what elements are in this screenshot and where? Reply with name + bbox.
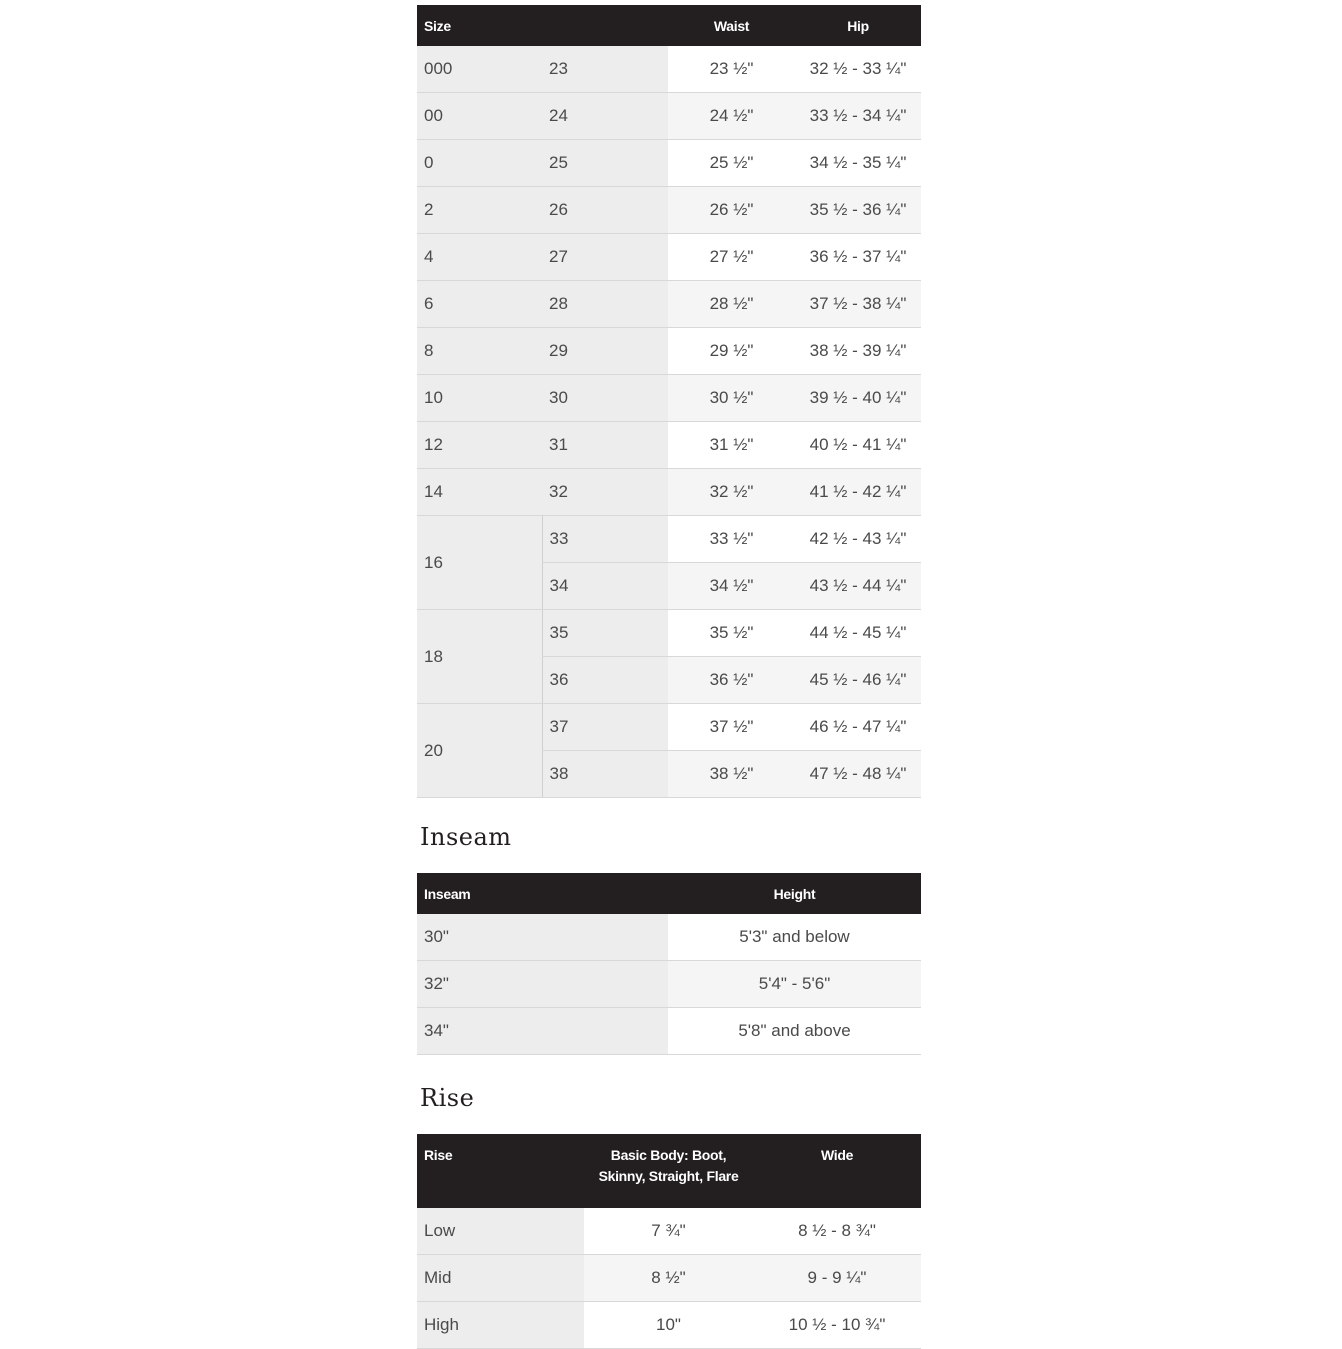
- rise-table-header: [417, 1134, 921, 1208]
- size-number-cell: 28: [542, 281, 668, 328]
- size-cell: 18: [417, 610, 542, 704]
- hip-cell: 41 ½ - 42 ¼": [795, 469, 921, 516]
- rise-cell: Mid: [417, 1255, 584, 1302]
- wide-header: Wide: [753, 1134, 921, 1208]
- hip-cell: 44 ½ - 45 ¼": [795, 610, 921, 657]
- basic-body-header: [584, 1134, 753, 1208]
- size-number-cell: 31: [542, 422, 668, 469]
- rise-header: Rise: [417, 1134, 584, 1208]
- hip-cell: 42 ½ - 43 ¼": [795, 516, 921, 563]
- waist-cell: 33 ½": [668, 516, 795, 563]
- size-number-cell: 27: [542, 234, 668, 281]
- basic-body-cell: 8 ½": [584, 1255, 753, 1302]
- size-number-cell: 23: [542, 46, 668, 93]
- table-row: [417, 1302, 921, 1349]
- size-table-header: [417, 5, 921, 46]
- table-row: [417, 914, 921, 961]
- size-number-cell: 26: [542, 187, 668, 234]
- inseam-header: Inseam: [417, 873, 668, 914]
- hip-cell: 40 ½ - 41 ¼": [795, 422, 921, 469]
- basic-body-cell: 10": [584, 1302, 753, 1349]
- hip-cell: 39 ½ - 40 ¼": [795, 375, 921, 422]
- waist-cell: 29 ½": [668, 328, 795, 375]
- size-header: Size: [417, 5, 668, 46]
- table-row: [417, 140, 921, 187]
- size-number-cell: 32: [542, 469, 668, 516]
- waist-cell: 32 ½": [668, 469, 795, 516]
- size-number-cell: 29: [542, 328, 668, 375]
- hip-cell: 32 ½ - 33 ¼": [795, 46, 921, 93]
- basic-body-cell: 7 ¾": [584, 1208, 753, 1255]
- size-number-cell: 25: [542, 140, 668, 187]
- waist-cell: 28 ½": [668, 281, 795, 328]
- basic-body-header-line1: Basic Body: Boot,: [610, 1147, 727, 1163]
- hip-cell: 47 ½ - 48 ¼": [795, 751, 921, 798]
- inseam-cell: 34": [417, 1008, 668, 1055]
- size-cell: 00: [417, 93, 542, 140]
- table-row: [417, 375, 921, 422]
- waist-cell: 25 ½": [668, 140, 795, 187]
- wide-cell: 8 ½ - 8 ¾": [753, 1208, 921, 1255]
- table-row: [417, 234, 921, 281]
- height-cell: 5'4" - 5'6": [668, 961, 921, 1008]
- waist-cell: 35 ½": [668, 610, 795, 657]
- basic-body-header-line2: Skinny, Straight, Flare: [598, 1168, 739, 1184]
- size-number-cell: 37: [542, 704, 668, 751]
- rise-table: [417, 1134, 921, 1349]
- size-number-cell: 38: [542, 751, 668, 798]
- size-table: [417, 5, 921, 798]
- inseam-title: Inseam: [420, 823, 512, 851]
- hip-cell: 36 ½ - 37 ¼": [795, 234, 921, 281]
- waist-cell: 31 ½": [668, 422, 795, 469]
- size-cell: 6: [417, 281, 542, 328]
- hip-cell: 38 ½ - 39 ¼": [795, 328, 921, 375]
- rise-cell: High: [417, 1302, 584, 1349]
- size-cell: 8: [417, 328, 542, 375]
- waist-cell: 27 ½": [668, 234, 795, 281]
- size-number-cell: 35: [542, 610, 668, 657]
- size-cell: 16: [417, 516, 542, 610]
- inseam-table: [417, 873, 921, 1055]
- table-row: [417, 281, 921, 328]
- size-cell: 0: [417, 140, 542, 187]
- size-cell: 12: [417, 422, 542, 469]
- waist-cell: 26 ½": [668, 187, 795, 234]
- hip-header: Hip: [795, 5, 921, 46]
- size-cell: 4: [417, 234, 542, 281]
- hip-cell: 45 ½ - 46 ¼": [795, 657, 921, 704]
- size-number-cell: 24: [542, 93, 668, 140]
- table-row: [417, 187, 921, 234]
- size-cell: 14: [417, 469, 542, 516]
- hip-cell: 46 ½ - 47 ¼": [795, 704, 921, 751]
- size-cell: 20: [417, 704, 542, 798]
- size-number-cell: 34: [542, 563, 668, 610]
- size-cell: 000: [417, 46, 542, 93]
- inseam-table-header: [417, 873, 921, 914]
- hip-cell: 35 ½ - 36 ¼": [795, 187, 921, 234]
- table-row: [417, 961, 921, 1008]
- size-cell: 2: [417, 187, 542, 234]
- rise-title: Rise: [420, 1084, 475, 1112]
- waist-cell: 36 ½": [668, 657, 795, 704]
- height-cell: 5'8" and above: [668, 1008, 921, 1055]
- table-row: [417, 328, 921, 375]
- waist-cell: 38 ½": [668, 751, 795, 798]
- rise-cell: Low: [417, 1208, 584, 1255]
- waist-cell: 24 ½": [668, 93, 795, 140]
- hip-cell: 34 ½ - 35 ¼": [795, 140, 921, 187]
- table-row: [417, 46, 921, 93]
- table-row: [417, 516, 921, 563]
- table-row: [417, 610, 921, 657]
- table-row: [417, 704, 921, 751]
- table-row: [417, 1008, 921, 1055]
- hip-cell: 37 ½ - 38 ¼": [795, 281, 921, 328]
- table-row: [417, 1255, 921, 1302]
- inseam-cell: 30": [417, 914, 668, 961]
- size-number-cell: 30: [542, 375, 668, 422]
- waist-cell: 23 ½": [668, 46, 795, 93]
- size-number-cell: 33: [542, 516, 668, 563]
- table-row: [417, 93, 921, 140]
- size-cell: 10: [417, 375, 542, 422]
- waist-header: Waist: [668, 5, 795, 46]
- waist-cell: 34 ½": [668, 563, 795, 610]
- waist-cell: 30 ½": [668, 375, 795, 422]
- wide-cell: 10 ½ - 10 ¾": [753, 1302, 921, 1349]
- wide-cell: 9 - 9 ¼": [753, 1255, 921, 1302]
- size-number-cell: 36: [542, 657, 668, 704]
- table-row: [417, 422, 921, 469]
- hip-cell: 33 ½ - 34 ¼": [795, 93, 921, 140]
- size-chart-page: [417, 5, 921, 1334]
- hip-cell: 43 ½ - 44 ¼": [795, 563, 921, 610]
- height-header: Height: [668, 873, 921, 914]
- inseam-cell: 32": [417, 961, 668, 1008]
- table-row: [417, 469, 921, 516]
- waist-cell: 37 ½": [668, 704, 795, 751]
- height-cell: 5'3" and below: [668, 914, 921, 961]
- table-row: [417, 1208, 921, 1255]
